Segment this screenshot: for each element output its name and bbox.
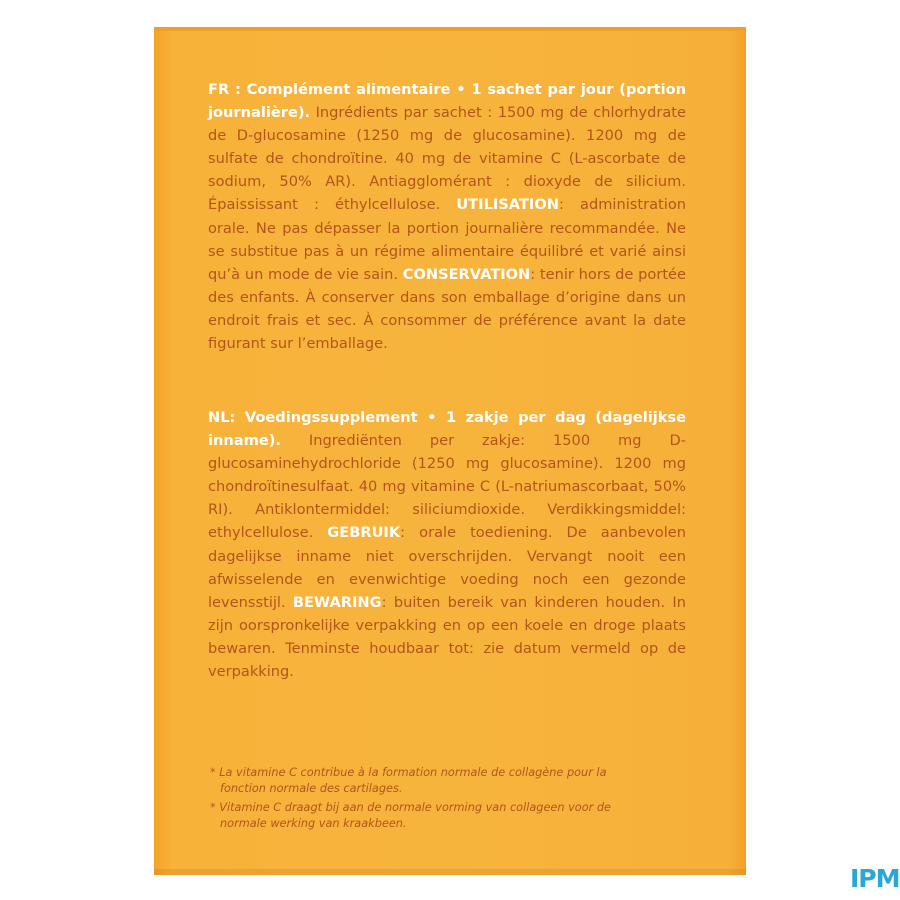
fr-ingredients: Ingrédients par sachet : 1500 mg de chlorhydrate de D-glucosamine (1250 mg de glucosamine). 1200 mg de sulfate de chondroïtine. 40 mg de vitamine C (L-ascorbate de sodium, 50% AR). Antiagglomérant : dioxyde de silicium. Épaississant : éthylcellulose. [208,104,686,214]
fr-use-text: : administration orale. Ne pas dépasser la portion journalière recommandée. Ne se substitue pas à un régime alimentaire équilibré et varié ainsi qu’à un mode de vie sain. [208,196,687,283]
ipm-watermark-logo: IPM [850,864,900,893]
fr-storage-text: : tenir hors de portée des enfants. À conserver dans son emballage d’origine dans un endroit frais et sec. À consommer de préférence avant la date figurant sur l’emballage. [208,265,687,353]
fr-storage-title: CONSERVATION [402,265,531,283]
footnote-dutch-line1: * Vitamine C draagt bij aan de normale vorming van collageen voor de [210,801,611,814]
nl-ingredients: Ingrediënten per zakje: 1500 mg D-glucosaminehydrochloride (1250 mg glucosamine). 1200 mg chondroïtinesulfaat. 40 mg vitamine C (L-natriumascorbaat, 50% RI). Antiklontermiddel: siliciumdioxide. Verdikkingsmiddel: ethylcellulose. [208,432,686,542]
package-top-edge [154,27,746,31]
footnote-french [210,765,700,797]
footnote-dutch-line2: normale werking van kraakbeen. [220,817,407,830]
footnote-dutch [210,800,700,832]
nl-storage-text: : buiten bereik van kinderen houden. In zijn oorspronkelijke verpakking en op een koele en droge plaats bewaren. Tenminste houdbaar tot: zie datum vermeld op de verpakking. [208,593,686,681]
nl-storage-title: BEWARING [292,593,382,611]
french-text-block [208,78,686,355]
dutch-text-block [208,406,686,683]
nl-use-text: : orale toediening. De aanbevolen dagelijkse inname niet overschrijden. Vervangt nooit een afwisselende en evenwichtige voeding noch een gezonde levensstijl. [208,524,686,611]
fr-use-title: UTILISATION [456,196,559,214]
footnote-french-line1: * La vitamine C contribue à la formation normale de collagène pour la [210,766,607,779]
nl-use-title: GEBRUIK [327,524,401,542]
fr-lead: FR : Complément alimentaire • 1 sachet par jour (portion journalière). [208,81,686,122]
nl-lead: NL: Voedingssupplement • 1 zakje per dag (dagelijkse inname). [208,409,686,450]
footnote-french-line2: fonction normale des cartilages. [220,782,403,795]
